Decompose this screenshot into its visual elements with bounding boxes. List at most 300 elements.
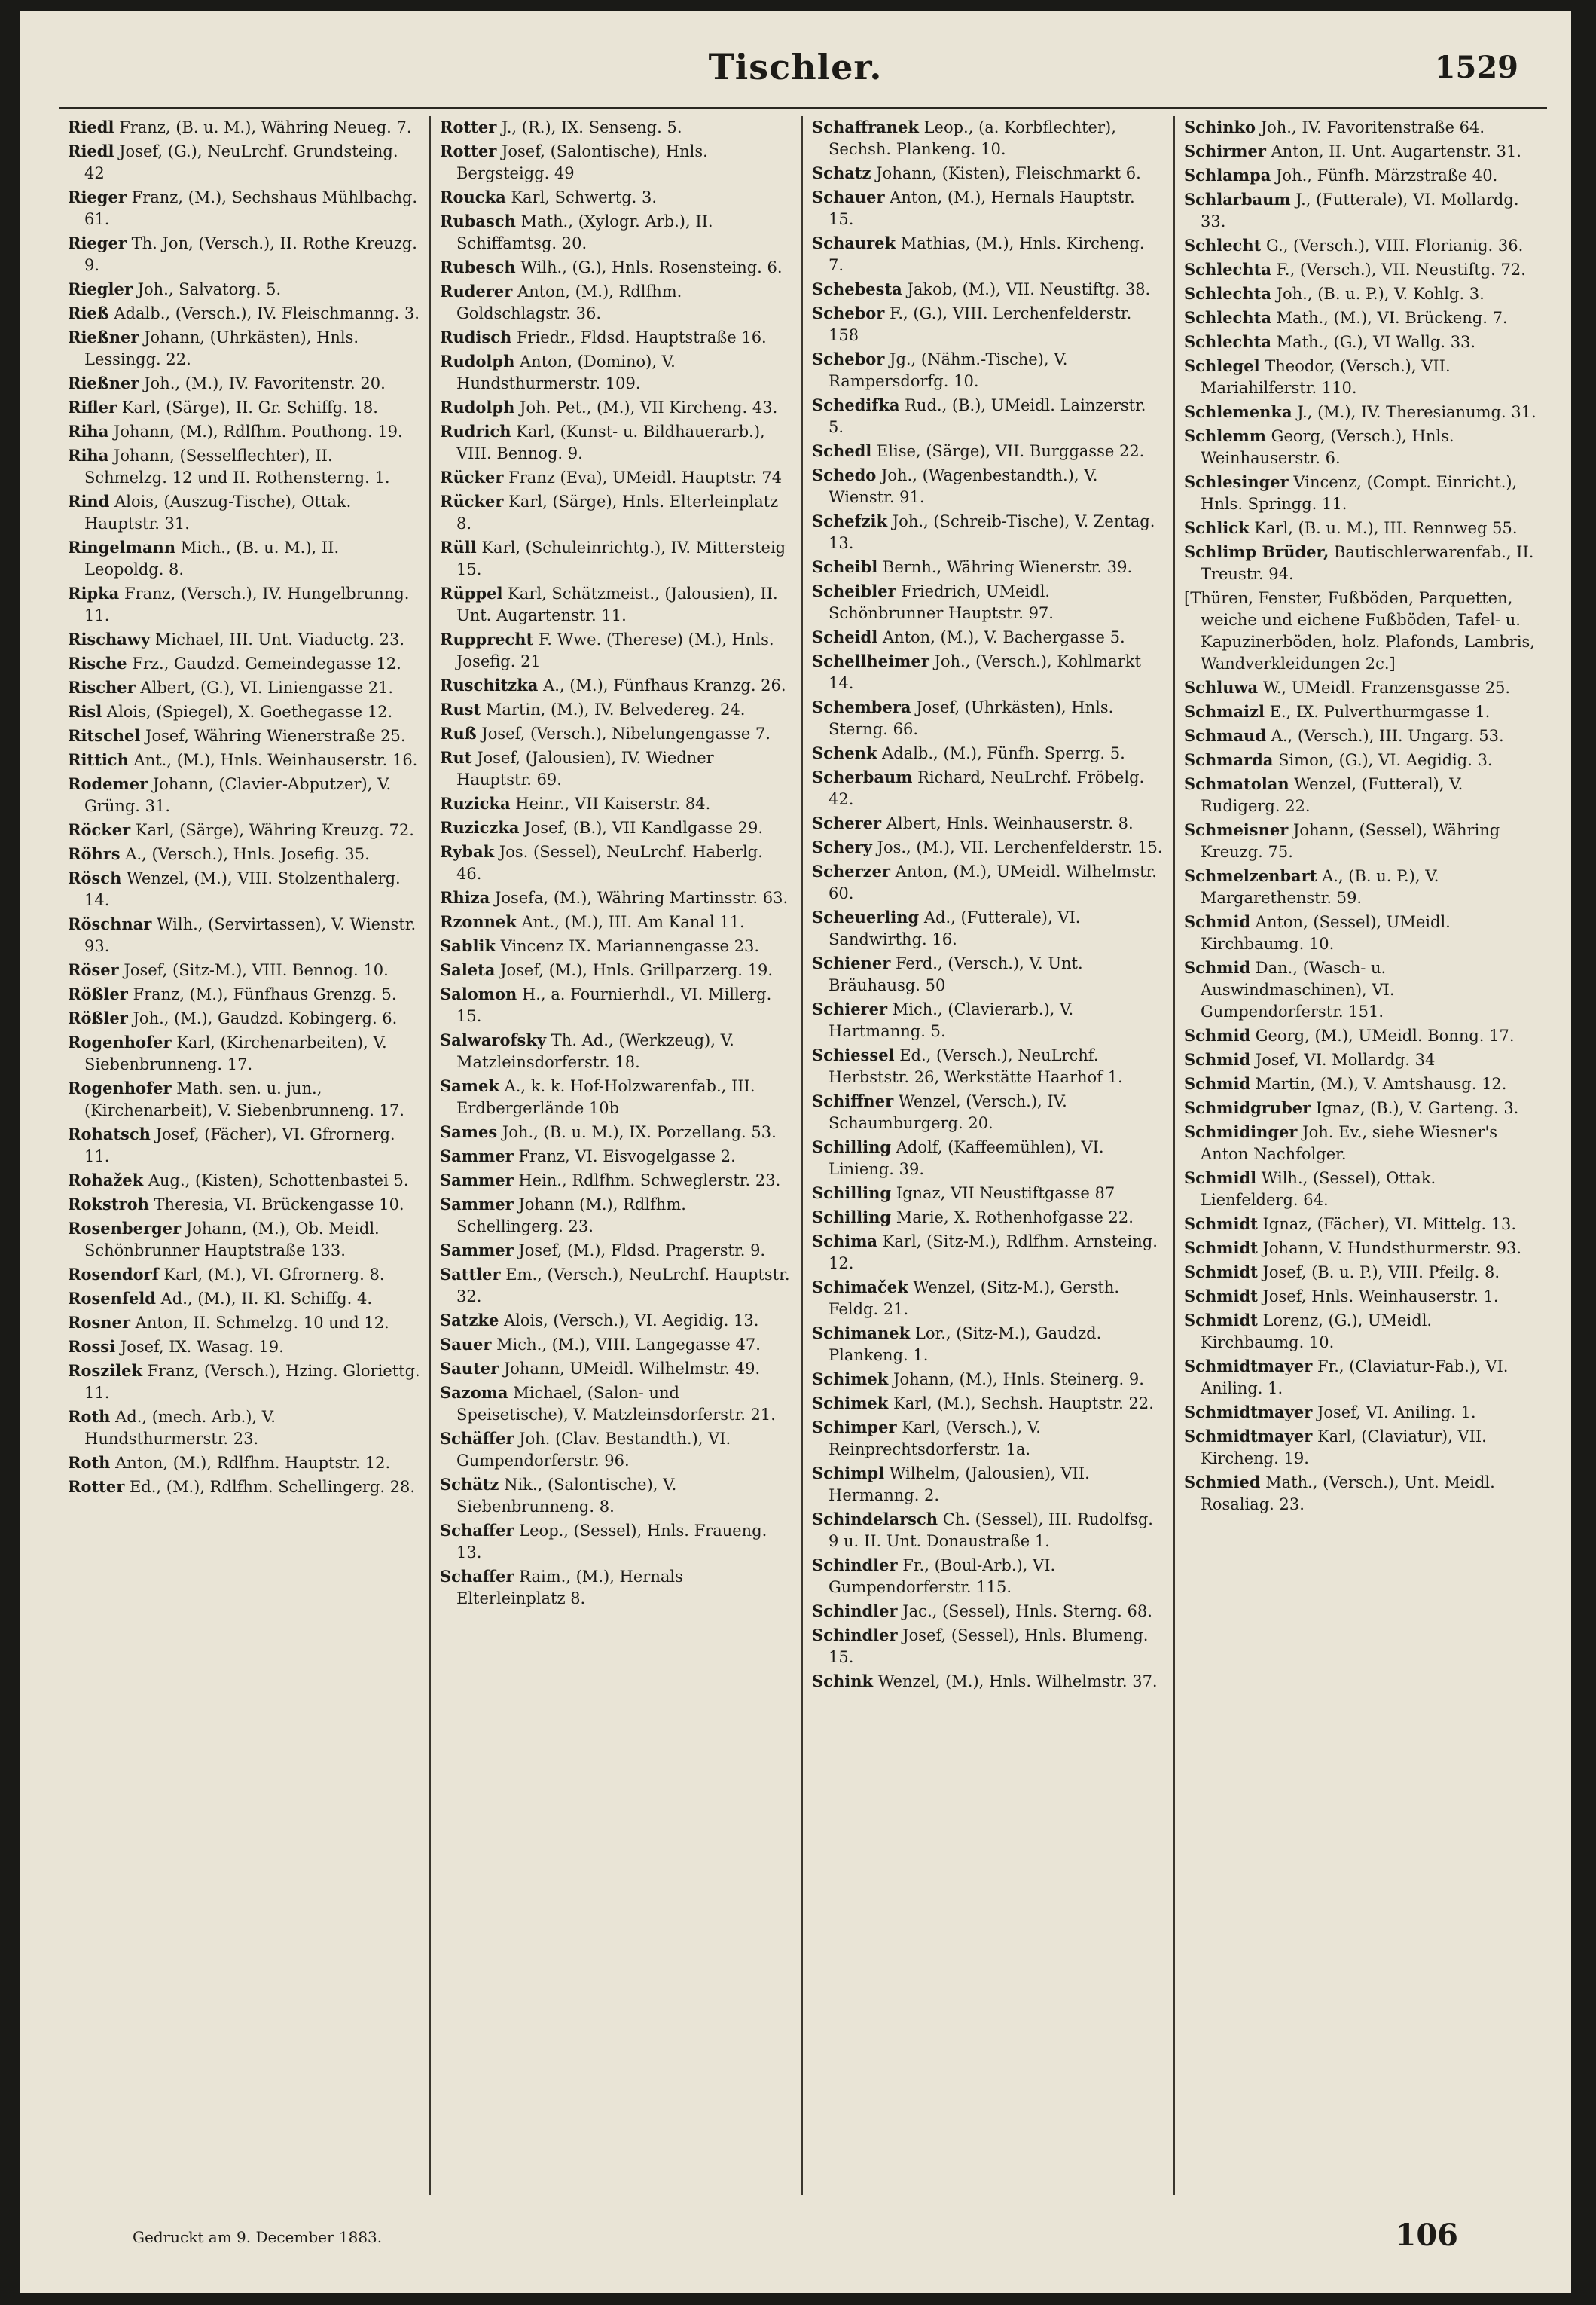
entry-details: Albert, (G.), VI. Liniengasse 21.	[135, 679, 394, 697]
entry-details: Bautischlerwarenfab., II. Treustr. 94.	[1201, 543, 1534, 583]
directory-entry	[1184, 773, 1538, 817]
entry-name: Schmidt	[1184, 1262, 1258, 1281]
directory-entry	[1184, 188, 1538, 233]
entry-details: Joh., (Schreib-Tische), V. Zentag. 13.	[829, 512, 1155, 552]
entry-details: Franz, (B. u. M.), Währing Neueg. 7.	[114, 118, 412, 136]
entry-details: Fr., (Boul-Arb.), VI. Gumpendorferstr. 115.	[829, 1556, 1056, 1596]
directory-entry	[812, 742, 1164, 765]
entry-details: Wenzel, (Versch.), IV. Schaumburgerg. 20.	[829, 1092, 1067, 1132]
entry-name: Schimek	[812, 1369, 889, 1388]
entry-details: Nik., (Salontische), V. Siebenbrunneng. 8.	[456, 1476, 677, 1516]
entry-details: Ant., (M.), III. Am Kanal 11.	[516, 913, 745, 931]
entry-details: Karl, (Schuleinrichtg.), IV. Mittersteig 15.	[456, 539, 786, 579]
directory-entry	[812, 1392, 1164, 1415]
entry-name: Schmidt	[1184, 1214, 1258, 1233]
column-1	[59, 116, 431, 2195]
directory-entry	[440, 1565, 792, 1610]
entry-name: Rodemer	[68, 774, 148, 793]
directory-entry	[440, 326, 792, 349]
entry-name: Schink	[812, 1672, 874, 1690]
entry-details: [Thüren, Fenster, Fußböden, Parquetten, weiche und eichene Fußböden, Tafel- u. Kapuzinerböden, holz. Plafonds, Lambris, Wandverkleidungen 2c.]	[1184, 589, 1535, 673]
entry-details: Alois, (Auszug-Tische), Ottak. Hauptstr. 31.	[84, 493, 352, 533]
entry-details: Anton, (M.), V. Bachergasse 5.	[877, 628, 1125, 646]
entry-details: Joh., (B. u. M.), IX. Porzellang. 53.	[497, 1123, 777, 1141]
entry-name: Scheibler	[812, 582, 896, 600]
entry-details: Mich., (B. u. M.), II. Leopoldg. 8.	[84, 539, 340, 579]
entry-details: Wilh., (Sessel), Ottak. Lienfelderg. 64.	[1201, 1169, 1436, 1209]
column-4	[1175, 116, 1547, 2195]
entry-details: Mich., (Clavierarb.), V. Hartmanng. 5.	[829, 1000, 1074, 1040]
entry-name: Scheuerling	[812, 908, 920, 927]
entry-details: Michael, (Salon- und Speisetische), V. Matzleinsdorferstr. 21.	[456, 1384, 776, 1424]
entry-name: Schindler	[812, 1626, 898, 1644]
entry-name: Schinko	[1184, 118, 1256, 136]
header-rule	[59, 107, 1547, 109]
entry-name: Schimpl	[812, 1464, 885, 1482]
entry-name: Schilling	[812, 1137, 892, 1156]
entry-name: Schmidt	[1184, 1238, 1258, 1257]
entry-name: Schindler	[812, 1555, 898, 1574]
directory-entry	[1184, 1309, 1538, 1354]
directory-entry	[812, 952, 1164, 997]
directory-entry	[440, 1333, 792, 1356]
entry-details: Josef, VI. Aniling. 1.	[1312, 1403, 1476, 1421]
entry-details: J., (Futterale), VI. Mollardg. 33.	[1201, 191, 1519, 230]
entry-name: Schedifka	[812, 395, 900, 414]
entry-details: Josefa, (M.), Währing Martinsstr. 63.	[490, 889, 789, 907]
entry-details: Ed., (Versch.), NeuLrchf. Herbststr. 26, Werkstätte Haarhof 1.	[829, 1046, 1123, 1086]
entry-details: Wenzel, (M.), Hnls. Wilhelmstr. 37.	[873, 1672, 1158, 1690]
entry-details: Joh., IV. Favoritenstraße 64.	[1256, 118, 1485, 136]
entry-details: Jg., (Nähm.-Tische), V. Rampersdorfg. 10.	[829, 350, 1068, 390]
entry-details: Fr., (Claviatur-Fab.), VI. Aniling. 1.	[1201, 1357, 1509, 1397]
entry-name: Sames	[440, 1122, 498, 1141]
directory-entry	[812, 394, 1164, 438]
entry-details: Anton, (M.), Rdlfhm. Hauptstr. 12.	[110, 1454, 391, 1472]
entry-name: Rosenfeld	[68, 1289, 156, 1308]
entry-details: Martin, (M.), V. Amtshausg. 12.	[1250, 1075, 1507, 1093]
entry-details: Franz, (M.), Sechshaus Mühlbachg. 61.	[84, 188, 418, 228]
entry-name: Roucka	[440, 188, 506, 206]
sheet-number: 106	[1395, 2218, 1458, 2253]
entry-details: Th. Jon, (Versch.), II. Rothe Kreuzg. 9.	[84, 234, 417, 274]
directory-entry	[812, 696, 1164, 740]
directory-entry	[1184, 401, 1538, 423]
entry-name: Schlecht	[1184, 236, 1262, 255]
entry-name: Salwarofsky	[440, 1030, 547, 1049]
entry-name: Risl	[68, 702, 102, 721]
entry-details: Adalb., (M.), Fünfh. Sperrg. 5.	[877, 744, 1125, 762]
directory-entry	[68, 867, 420, 911]
entry-name: Sammer	[440, 1146, 514, 1165]
directory-entry	[68, 1217, 420, 1262]
entry-name: Schellheimer	[812, 652, 929, 670]
entry-name: Schmidl	[1184, 1168, 1257, 1187]
entry-name: Rotter	[68, 1477, 125, 1496]
directory-entry	[440, 536, 792, 581]
directory-entry	[812, 1044, 1164, 1088]
directory-entry	[812, 302, 1164, 347]
entry-name: Schimaček	[812, 1278, 908, 1296]
entry-details: Franz (Eva), UMeidl. Hauptstr. 74	[503, 469, 783, 487]
entry-details: Karl, (Särge), II. Gr. Schiffg. 18.	[117, 398, 378, 417]
entry-name: Schmidtmayer	[1184, 1357, 1313, 1375]
entry-details: Josef, VI. Mollardg. 34	[1250, 1051, 1436, 1069]
entry-name: Röser	[68, 960, 119, 979]
directory-entry	[1184, 1024, 1538, 1047]
entry-name: Rogenhofer	[68, 1079, 172, 1098]
entry-details: Mich., (M.), VIII. Langegasse 47.	[491, 1336, 761, 1354]
entry-details: Jos., (M.), VII. Lerchenfelderstr. 15.	[871, 838, 1163, 856]
entry-details: Anton, (M.), Hernals Hauptstr. 15.	[829, 188, 1135, 228]
entry-name: Schlesinger	[1184, 472, 1289, 491]
directory-entry	[68, 959, 420, 982]
directory-entry	[440, 817, 792, 839]
entry-name: Ringelmann	[68, 538, 176, 557]
directory-entry	[440, 1145, 792, 1168]
columns	[59, 116, 1547, 2195]
entry-details: A., (M.), Fünfhaus Kranzg. 26.	[538, 676, 786, 695]
entry-details: Leop., (Sessel), Hnls. Fraueng. 13.	[456, 1522, 767, 1562]
entry-name: Roth	[68, 1453, 111, 1472]
directory-entry	[440, 116, 792, 139]
entry-name: Schlarbaum	[1184, 190, 1291, 209]
entry-name: Röhrs	[68, 844, 121, 863]
entry-name: Schlemenka	[1184, 402, 1292, 421]
directory-entry	[68, 1169, 420, 1192]
entry-name: Samek	[440, 1076, 499, 1095]
entry-details: Math., (G.), VI Wallg. 33.	[1271, 333, 1476, 351]
directory-entry	[440, 959, 792, 982]
entry-name: Sauter	[440, 1359, 499, 1378]
entry-details: Josef, Währing Wienerstraße 25.	[140, 727, 406, 745]
entry-details: Wenzel, (Futteral), V. Rudigerg. 22.	[1201, 775, 1463, 815]
entry-details: Joh., (M.), Gaudzd. Kobingerg. 6.	[127, 1009, 398, 1027]
entry-name: Schembera	[812, 698, 911, 716]
entry-details: Lor., (Sitz-M.), Gaudzd. Plankeng. 1.	[829, 1324, 1102, 1364]
entry-name: Schlemm	[1184, 426, 1266, 445]
entry-details: Josef, (Fächer), VI. Gfrornerg. 11.	[84, 1125, 395, 1165]
directory-entry	[68, 326, 420, 371]
entry-details: Ad., (Futterale), VI. Sandwirthg. 16.	[829, 908, 1081, 948]
entry-name: Riegler	[68, 279, 133, 298]
entry-name: Schilling	[812, 1207, 892, 1226]
entry-name: Schindler	[812, 1601, 898, 1620]
entry-details: Joh., (Versch.), Kohlmarkt 14.	[829, 652, 1141, 692]
entry-details: Karl, (Särge), Hnls. Elterleinplatz 8.	[456, 493, 779, 533]
entry-name: Ruziczka	[440, 818, 520, 837]
entry-name: Sazoma	[440, 1383, 508, 1402]
directory-entry	[440, 628, 792, 673]
directory-entry	[1184, 355, 1538, 399]
directory-entry	[68, 1077, 420, 1122]
directory-entry	[440, 935, 792, 957]
directory-entry	[68, 420, 420, 443]
entry-name: Ruderer	[440, 282, 513, 301]
entry-name: Schmidinger	[1184, 1122, 1298, 1141]
directory-entry	[1184, 164, 1538, 187]
entry-name: Sammer	[440, 1241, 514, 1259]
entry-name: Schebesta	[812, 279, 902, 298]
entry-name: Ruß	[440, 724, 477, 743]
entry-name: Schmidt	[1184, 1287, 1258, 1305]
directory-entry	[440, 1075, 792, 1119]
entry-name: Schatz	[812, 163, 871, 182]
entry-name: Salomon	[440, 985, 517, 1003]
entry-name: Schäffer	[440, 1429, 514, 1448]
directory-entry	[1184, 1073, 1538, 1095]
directory-entry	[1184, 1355, 1538, 1400]
directory-entry	[68, 396, 420, 419]
entry-details: Martin, (M.), IV. Belvedereg. 24.	[481, 701, 746, 719]
directory-entry	[812, 1624, 1164, 1668]
entry-name: Rießner	[68, 374, 139, 392]
entry-name: Schenk	[812, 743, 877, 762]
entry-details: Vincenz IX. Mariannengasse 23.	[495, 937, 760, 955]
entry-details: Johann, (M.), Hnls. Steinerg. 9.	[888, 1370, 1144, 1388]
directory-entry	[68, 1287, 420, 1310]
directory-entry	[68, 843, 420, 866]
entry-details: Josef, IX. Wasag. 19.	[115, 1338, 284, 1356]
directory-entry	[440, 722, 792, 745]
entry-details: Karl, (M.), Sechsh. Hauptstr. 22.	[888, 1394, 1154, 1412]
directory-entry	[1184, 331, 1538, 353]
entry-name: Sammer	[440, 1195, 514, 1214]
directory-entry	[440, 698, 792, 721]
entry-name: Schimanek	[812, 1323, 911, 1342]
directory-entry	[1184, 587, 1538, 675]
entry-details: Karl, Schätzmeist., (Jalousien), II. Unt. Augartenstr. 11.	[456, 585, 778, 624]
directory-entry	[68, 1263, 420, 1286]
entry-details: Johann, UMeidl. Wilhelmstr. 49.	[499, 1360, 761, 1378]
entry-details: Joh., (B. u. P.), V. Kohlg. 3.	[1271, 285, 1485, 303]
entry-details: Johann, (Uhrkästen), Hnls. Lessingg. 22.	[84, 328, 359, 368]
entry-name: Schlimp Brüder,	[1184, 542, 1329, 561]
directory-entry	[440, 1121, 792, 1143]
entry-details: Hein., Rdlfhm. Schweglerstr. 23.	[513, 1171, 781, 1189]
entry-name: Schmid	[1184, 1050, 1251, 1069]
entry-details: Joh. Ev., siehe Wiesner's Anton Nachfolger.	[1201, 1123, 1498, 1163]
entry-details: Th. Ad., (Werkzeug), V. Matzleinsdorferstr. 18.	[456, 1031, 734, 1071]
directory-entry	[1184, 819, 1538, 863]
entry-name: Schlampa	[1184, 166, 1271, 185]
entry-details: Joh. (Clav. Bestandth.), VI. Gumpendorferstr. 96.	[456, 1430, 731, 1470]
entry-name: Schery	[812, 838, 872, 856]
entry-details: Franz, VI. Eisvogelgasse 2.	[513, 1147, 736, 1165]
entry-details: Leop., (a. Korbflechter), Sechsh. Plankeng. 10.	[829, 118, 1116, 158]
directory-entry	[812, 232, 1164, 276]
entry-name: Schmaizl	[1184, 702, 1265, 721]
entry-name: Schaffranek	[812, 118, 919, 136]
directory-entry	[440, 674, 792, 697]
directory-entry	[440, 1169, 792, 1192]
entry-name: Rittich	[68, 750, 129, 769]
entry-details: Anton, (M.), Rdlfhm. Goldschlagstr. 36.	[456, 282, 682, 322]
entry-name: Rüppel	[440, 584, 503, 603]
directory-entry	[440, 210, 792, 255]
entry-details: Vincenz, (Compt. Einricht.), Hnls. Springg. 11.	[1201, 473, 1518, 513]
directory-entry	[1184, 1049, 1538, 1071]
entry-name: Rischawy	[68, 630, 151, 649]
directory-entry	[1184, 911, 1538, 955]
entry-details: Georg, (M.), UMeidl. Bonng. 17.	[1250, 1027, 1515, 1045]
entry-name: Satzke	[440, 1311, 499, 1330]
entry-name: Rubesch	[440, 258, 516, 276]
directory-entry	[812, 1206, 1164, 1229]
entry-name: Schmatolan	[1184, 774, 1289, 793]
entry-details: Karl, (Sitz-M.), Rdlfhm. Arnsteing. 12.	[829, 1232, 1158, 1272]
entry-name: Roth	[68, 1407, 111, 1426]
directory-entry	[812, 998, 1164, 1043]
entry-name: Schmidtmayer	[1184, 1403, 1313, 1421]
entry-details: Jac., (Sessel), Hnls. Sterng. 68.	[897, 1602, 1152, 1620]
directory-entry	[440, 256, 792, 279]
entry-name: Schätz	[440, 1475, 499, 1494]
entry-name: Riha	[68, 422, 109, 441]
entry-name: Rosendorf	[68, 1265, 159, 1284]
entry-name: Rische	[68, 654, 127, 673]
directory-entry	[68, 983, 420, 1006]
entry-name: Schmid	[1184, 958, 1251, 977]
entry-details: Johann, (Clavier-Abputzer), V. Grüng. 31.	[84, 775, 392, 815]
entry-name: Sablik	[440, 936, 496, 955]
entry-details: Franz, (Versch.), IV. Hungelbrunng. 11.	[84, 585, 410, 624]
entry-details: Wenzel, (M.), VIII. Stolzenthalerg. 14.	[84, 869, 401, 909]
directory-entry	[1184, 676, 1538, 699]
entry-details: Michael, III. Unt. Viaductg. 23.	[150, 630, 405, 649]
entry-name: Schedo	[812, 466, 877, 484]
entry-name: Rzonnek	[440, 912, 517, 931]
entry-name: Ripka	[68, 584, 120, 603]
entry-name: Schlegel	[1184, 356, 1260, 375]
directory-entry	[1184, 1167, 1538, 1211]
entry-name: Schlechta	[1184, 284, 1271, 303]
directory-entry	[68, 773, 420, 817]
directory-entry	[812, 162, 1164, 185]
entry-name: Schmid	[1184, 1074, 1251, 1093]
directory-entry	[68, 1193, 420, 1216]
directory-entry	[440, 983, 792, 1027]
entry-name: Schaurek	[812, 234, 896, 252]
entry-name: Rosner	[68, 1313, 130, 1332]
entry-details: Joh., (M.), IV. Favoritenstr. 20.	[139, 374, 386, 392]
entry-name: Rudolph	[440, 352, 515, 371]
entry-details: Wilh., (G.), Hnls. Rosensteing. 6.	[515, 258, 783, 276]
directory-entry	[812, 860, 1164, 905]
entry-name: Rotter	[440, 118, 497, 136]
entry-name: Rubasch	[440, 212, 516, 230]
directory-entry	[812, 1600, 1164, 1623]
directory-entry	[1184, 1285, 1538, 1308]
entry-details: Rud., (B.), UMeidl. Lainzerstr. 5.	[829, 396, 1146, 436]
entry-details: Math., (Versch.), Unt. Meidl. Rosaliag. 23.	[1201, 1473, 1495, 1513]
entry-details: Josef, (Jalousien), IV. Wiedner Hauptstr. 69.	[456, 749, 714, 789]
directory-entry	[440, 186, 792, 209]
entry-name: Röschnar	[68, 914, 152, 933]
entry-details: Josef, (Versch.), Nibelungengasse 7.	[476, 725, 771, 743]
entry-details: Richard, NeuLrchf. Fröbelg. 42.	[829, 768, 1145, 808]
entry-name: Rößler	[68, 1009, 128, 1027]
entry-name: Rüll	[440, 538, 477, 557]
entry-details: Joh., (Wagenbestandth.), V. Wienstr. 91.	[829, 466, 1098, 506]
page-number: 1529	[1434, 50, 1518, 85]
directory-entry	[812, 626, 1164, 649]
entry-details: Wilh., (Servirtassen), V. Wienstr. 93.	[84, 915, 417, 955]
entry-name: Schluwa	[1184, 678, 1259, 697]
directory-entry	[68, 913, 420, 957]
directory-entry	[440, 582, 792, 627]
directory-entry	[812, 1136, 1164, 1180]
entry-details: Josef, (B.), VII Kandlgasse 29.	[519, 819, 764, 837]
entry-name: Rösch	[68, 869, 122, 887]
entry-name: Schlechta	[1184, 260, 1271, 279]
entry-details: Ch. (Sessel), III. Rudolfsg. 9 u. II. Unt. Donaustraße 1.	[829, 1510, 1153, 1550]
entry-details: Theresia, VI. Brückengasse 10.	[148, 1195, 404, 1214]
entry-details: Jos. (Sessel), NeuLrchf. Haberlg. 46.	[456, 843, 763, 883]
directory-entry	[68, 582, 420, 627]
entry-details: Josef, (Uhrkästen), Hnls. Sterng. 66.	[829, 698, 1114, 738]
entry-name: Rifler	[68, 398, 117, 417]
page-title: Tischler.	[708, 47, 883, 87]
entry-details: Josef, (B. u. P.), VIII. Pfeilg. 8.	[1257, 1263, 1500, 1281]
directory-entry	[68, 749, 420, 771]
entry-details: E., IX. Pulverthurmgasse 1.	[1264, 703, 1491, 721]
entry-name: Scherbaum	[812, 768, 913, 786]
directory-entry	[812, 186, 1164, 230]
entry-name: Schiener	[812, 954, 891, 972]
directory-entry	[440, 1519, 792, 1564]
entry-name: Sauer	[440, 1335, 492, 1354]
entry-details: Josef, Hnls. Weinhauserstr. 1.	[1257, 1287, 1499, 1305]
entry-details: Bernh., Währing Wienerstr. 39.	[877, 558, 1133, 576]
entry-details: A., k. k. Hof-Holzwarenfab., III. Erdbergerlände 10b	[456, 1077, 755, 1117]
entry-name: Röcker	[68, 820, 131, 839]
directory-entry	[68, 676, 420, 699]
entry-details: Friedr., Fldsd. Hauptstraße 16.	[511, 328, 767, 347]
directory-entry	[812, 1090, 1164, 1134]
directory-entry	[68, 490, 420, 535]
directory-entry	[68, 1031, 420, 1076]
entry-details: F., (Versch.), VII. Neustiftg. 72.	[1271, 261, 1526, 279]
entry-details: Alois, (Versch.), VI. Aegidig. 13.	[499, 1311, 759, 1330]
directory-entry	[812, 556, 1164, 579]
directory-entry	[812, 1416, 1164, 1461]
entry-details: Karl, (Claviatur), VII. Kircheng. 19.	[1201, 1427, 1487, 1467]
entry-name: Schedl	[812, 441, 872, 460]
entry-details: Math., (M.), VI. Brückeng. 7.	[1271, 309, 1508, 327]
entry-details: Franz, (Versch.), Hzing. Gloriettg. 11.	[84, 1362, 420, 1402]
entry-name: Schilling	[812, 1183, 892, 1202]
entry-name: Riedl	[68, 118, 114, 136]
entry-name: Rücker	[440, 468, 504, 487]
directory-entry	[440, 1263, 792, 1308]
entry-details: Anton, II. Unt. Augartenstr. 31.	[1265, 142, 1521, 160]
entry-name: Schindelarsch	[812, 1510, 938, 1528]
entry-name: Rupprecht	[440, 630, 534, 649]
directory-entry	[812, 1322, 1164, 1366]
entry-name: Schmid	[1184, 912, 1251, 931]
directory-entry	[812, 1554, 1164, 1598]
directory-entry	[1184, 701, 1538, 723]
entry-details: A., (Versch.), III. Ungarg. 53.	[1266, 727, 1504, 745]
entry-name: Schaffer	[440, 1521, 514, 1540]
directory-entry	[68, 140, 420, 185]
entry-name: Rieß	[68, 304, 109, 322]
directory-entry	[1184, 1097, 1538, 1119]
directory-entry	[812, 464, 1164, 508]
entry-details: Mathias, (M.), Hnls. Kircheng. 7.	[829, 234, 1145, 274]
entry-details: Jakob, (M.), VII. Neustiftg. 38.	[902, 280, 1151, 298]
